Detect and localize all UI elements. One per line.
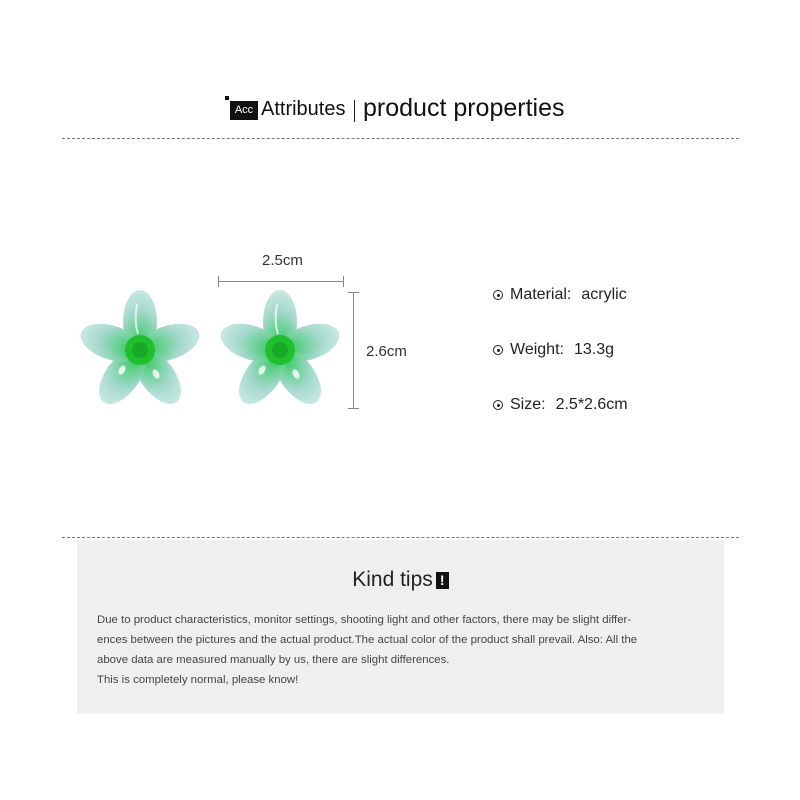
product-image xyxy=(70,285,350,420)
divider-bottom xyxy=(62,537,739,538)
badge: Acc xyxy=(230,101,258,120)
flower-left xyxy=(76,290,204,412)
exclamation-icon: ! xyxy=(436,572,449,589)
kind-tips-panel xyxy=(77,540,724,714)
badge-dot xyxy=(225,96,229,100)
kind-tips-title xyxy=(77,568,724,592)
spec-label: Material: xyxy=(510,286,572,303)
kind-tips-body xyxy=(97,610,709,690)
spec-value: 13.3g xyxy=(573,341,614,358)
spec-value: acrylic xyxy=(581,286,627,303)
header xyxy=(0,92,800,132)
height-dimension: 2.6cm xyxy=(366,343,407,360)
divider-top xyxy=(62,138,739,139)
width-dimension-line xyxy=(218,281,344,282)
tips-line: Due to product characteristics, monitor settings, shooting light and other factors, there may be slight differ- xyxy=(97,614,632,626)
kind-tips-label: Kind tips xyxy=(352,568,433,591)
spec-label: Size: xyxy=(510,396,546,413)
bullet-icon xyxy=(493,290,503,300)
width-dimension: 2.5cm xyxy=(262,252,303,269)
spec-weight xyxy=(493,341,614,359)
page-title: product properties xyxy=(363,94,565,122)
tips-line: ences between the pictures and the actual product.The actual color of the product shall prevail. Also: All the xyxy=(97,634,638,646)
bullet-icon xyxy=(493,345,503,355)
spec-value: 2.5*2.6cm xyxy=(555,396,628,413)
flower-right xyxy=(216,290,344,412)
attributes-label: Attributes xyxy=(261,98,346,120)
header-separator xyxy=(354,100,355,122)
spec-size xyxy=(493,396,628,414)
height-dimension-line xyxy=(353,292,354,409)
spec-material xyxy=(493,286,627,304)
spec-label: Weight: xyxy=(510,341,564,358)
bullet-icon xyxy=(493,400,503,410)
tips-line: This is completely normal, please know! xyxy=(97,674,299,686)
tips-line: above data are measured manually by us, there are slight differences. xyxy=(97,654,450,666)
